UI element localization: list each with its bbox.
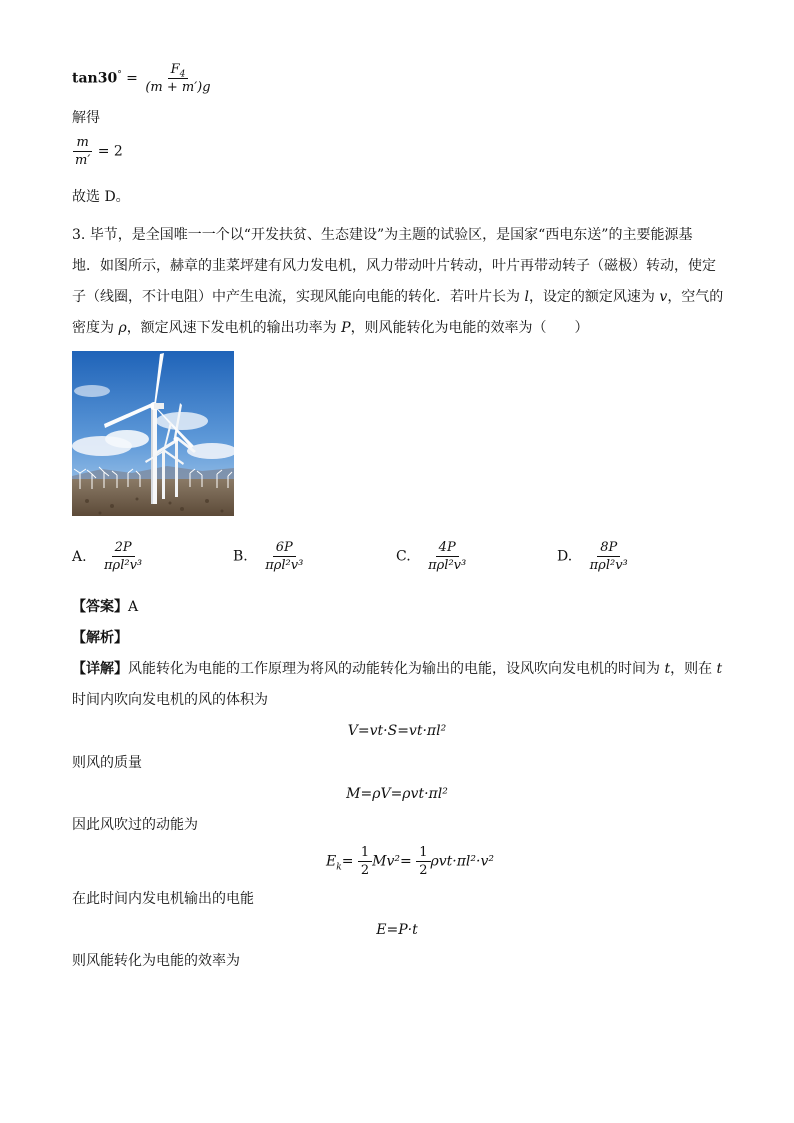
ratio-rhs: = 2	[97, 143, 123, 160]
question-number: 3.	[72, 227, 86, 243]
detail-label: 【详解】	[72, 661, 128, 677]
tan-equation	[72, 62, 214, 95]
option-d[interactable]	[557, 540, 631, 573]
solve-label: 解得	[72, 110, 100, 126]
option-a-denominator: πρl²v³	[104, 558, 143, 573]
mass-label: 则风的质量	[72, 755, 142, 771]
blade-length-symbol: l	[524, 289, 529, 305]
option-b-numerator: 6P	[273, 540, 296, 557]
ke-label: 因此风吹过的动能为	[72, 817, 198, 833]
mass-equation: M=ρV=ρvt·πl²	[346, 786, 448, 802]
conclusion: 故选 D。	[72, 189, 130, 205]
option-d-letter: D.	[557, 548, 573, 565]
degree-mark: °	[117, 69, 122, 80]
option-b-denominator: πρl²v³	[265, 558, 304, 573]
option-b-letter: B.	[233, 548, 248, 565]
option-b[interactable]	[233, 540, 306, 573]
ratio-denominator: m′	[75, 153, 91, 168]
detail-line-2: 时间内吹向发电机的风的体积为	[72, 692, 268, 708]
ratio-equation	[72, 135, 123, 168]
question-line-2: 地．如图所示，赫章的韭菜坪建有风力发电机，风力带动叶片转动，叶片再带动转子（磁极）转动，使定	[72, 258, 716, 274]
option-c-numerator: 4P	[436, 540, 459, 557]
question-line-1: 3. 毕节，是全国唯一一个以“开发扶贫、生态建设”为主题的试验区，是国家“西电东送”的主要能源基	[72, 227, 693, 243]
energy-equation: E=P·t	[376, 922, 418, 938]
question-line-4: 密度为 ρ，额定风速下发电机的输出功率为 P，则风能转化为电能的效率为（ ）	[72, 320, 589, 336]
detail-line-1: 【详解】风能转化为电能的工作原理为将风的动能转化为输出的电能，设风吹向发电机的时间为 t，则在 t	[72, 661, 723, 677]
force-subscript: 4	[179, 69, 186, 80]
volume-equation: V=vt·S=vt·πl²	[347, 723, 447, 739]
option-a[interactable]	[72, 540, 145, 573]
density-symbol: ρ	[118, 320, 127, 336]
option-a-numerator: 2P	[112, 540, 135, 557]
option-c[interactable]	[396, 540, 469, 573]
answer-line	[72, 597, 138, 617]
analysis-label: 【解析】	[72, 630, 128, 646]
wind-speed-symbol: v	[659, 289, 668, 305]
equals-sign: =	[126, 70, 138, 87]
option-d-denominator: πρl²v³	[589, 558, 628, 573]
force-symbol: F	[170, 62, 180, 77]
option-c-denominator: πρl²v³	[428, 558, 467, 573]
energy-label: 在此时间内发电机输出的电能	[72, 891, 254, 907]
answer-value: A	[128, 599, 139, 615]
tan-lhs: tan30	[72, 70, 118, 87]
option-a-letter: A.	[72, 548, 87, 565]
option-c-letter: C.	[396, 548, 411, 565]
wind-turbine-illustration	[72, 351, 234, 516]
ratio-numerator: m	[73, 135, 91, 152]
wind-turbine-photo	[72, 351, 234, 516]
answer-label: 【答案】	[72, 599, 128, 615]
kinetic-energy-equation: $E_k=$ $\frac{1}{2}$ Mv²= $\frac{1}{2}$ ρvt·πl²·v²	[326, 845, 494, 878]
tan-fraction	[142, 62, 213, 95]
question-line-3: 子（线圈，不计电阻）中产生电流，实现风能向电能的转化．若叶片长为 l，设定的额定风速为 v，空气的	[72, 289, 724, 305]
tan-denominator: (m + m′)g	[145, 80, 211, 95]
power-symbol: P	[341, 320, 351, 336]
option-d-numerator: 8P	[597, 540, 620, 557]
efficiency-label: 则风能转化为电能的效率为	[72, 953, 240, 969]
